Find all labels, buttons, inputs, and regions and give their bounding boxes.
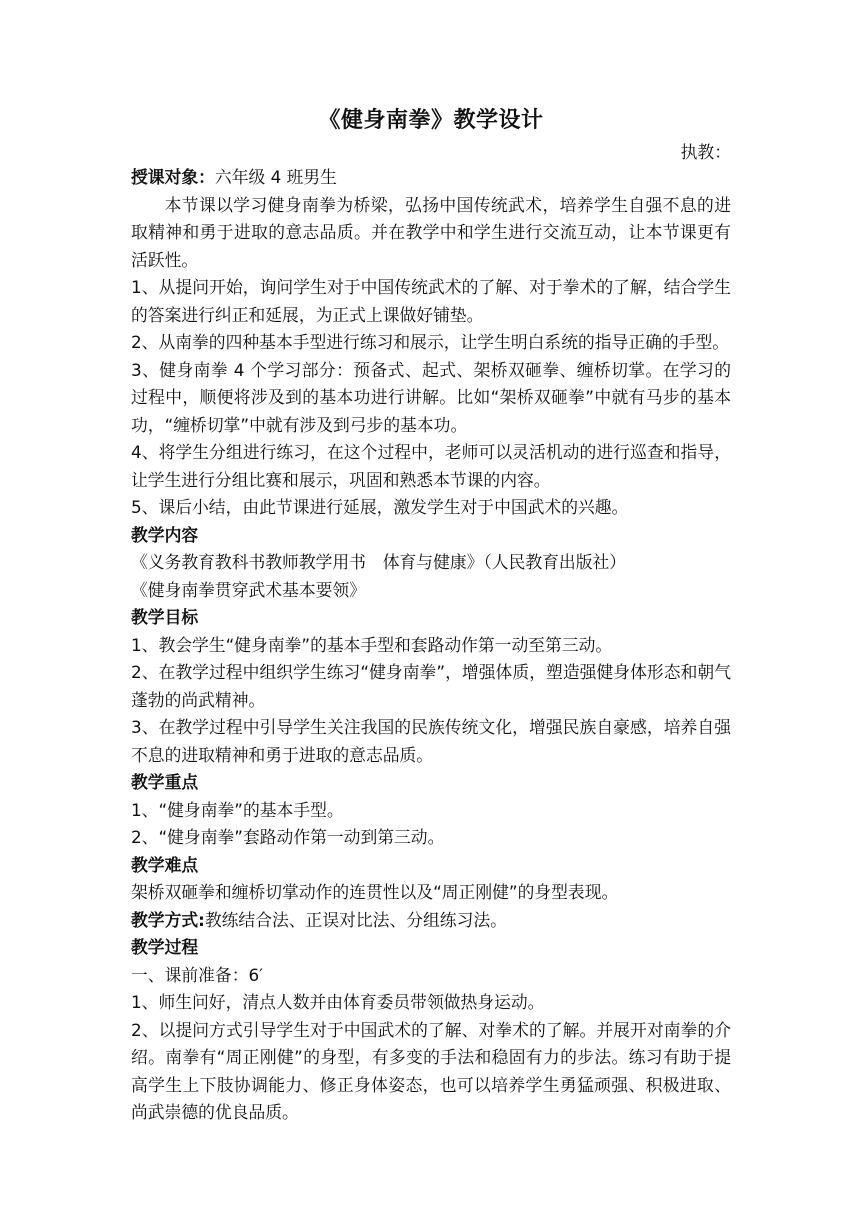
teacher-label: 执教：	[680, 142, 731, 162]
content-line: 《健身南拳贯穿武术基本要领》	[131, 579, 366, 600]
section-heading-process: 教学过程	[131, 937, 199, 957]
section-heading-key: 教学重点	[131, 772, 199, 792]
audience-line	[131, 164, 731, 192]
method-label: 教学方式:	[131, 909, 205, 930]
intro-point: 5、课后小结，由此节课进行延展，激发学生对于中国武术的兴趣。	[131, 497, 629, 517]
content-line: 《义务教育教科书教师教学用书 体育与健康》（人民教育出版社）	[131, 552, 627, 572]
process-line: 一、课前准备：6′	[131, 964, 263, 985]
audience-label: 授课对象：	[131, 167, 215, 187]
key-point: 2、“健身南拳”套路动作第一动到第三动。	[131, 827, 445, 847]
section-heading-content: 教学内容	[131, 524, 199, 545]
method-value: 教练结合法、正误对比法、分组练习法。	[204, 909, 507, 930]
section-heading-difficulty: 教学难点	[131, 854, 199, 875]
audience-value: 六年级 4 班男生	[214, 167, 337, 187]
process-line: 1、师生问好，清点人数并由体育委员带领做热身运动。	[131, 992, 545, 1012]
intro-point: 4、将学生分组进行练习，在这个过程中，老师可以灵活机动的进行巡查和指导，让学生进行分组比赛和展示，巩固和熟悉本节课的内容。	[131, 442, 731, 490]
intro-point: 2、从南拳的四种基本手型进行练习和展示，让学生明白系统的指导正确的手型。	[131, 332, 730, 352]
goal-item: 3、在教学过程中引导学生关注我国的民族传统文化，增强民族自豪感，培养自强不息的进取精神和勇于进取的意志品质。	[131, 717, 731, 765]
document-body	[131, 104, 731, 1127]
intro-point: 3、健身南拳 4 个学习部分：预备式、起式、架桥双砸拳、缠桥切掌。在学习的过程中，顺便将涉及到的基本功进行讲解。比如“架桥双砸拳”中就有马步的基本功，“缠桥切掌”中就有涉及到弓步的基本功。	[131, 359, 731, 435]
goal-item: 2、在教学过程中组织学生练习“健身南拳”，增强体质，塑造强健身体形态和朝气蓬勃的尚武精神。	[131, 662, 731, 710]
difficulty-text: 架桥双砸拳和缠桥切掌动作的连贯性以及“周正刚健”的身型表现。	[131, 882, 619, 902]
section-heading-goals: 教学目标	[131, 607, 199, 627]
key-point: 1、“健身南拳”的基本手型。	[131, 799, 344, 820]
intro-paragraph: 本节课以学习健身南拳为桥梁，弘扬中国传统武术，培养学生自强不息的进取精神和勇于进取的意志品质。并在教学中和学生进行交流互动，让本节课更有活跃性。	[131, 194, 731, 270]
intro-point: 1、从提问开始，询问学生对于中国传统武术的了解、对于拳术的了解，结合学生的答案进行纠正和延展，为正式上课做好铺垫。	[131, 277, 731, 325]
method-line	[131, 907, 731, 935]
process-line: 2、以提问方式引导学生对于中国武术的了解、对拳术的了解。并展开对南拳的介绍。南拳有“周正刚健”的身型，有多变的手法和稳固有力的步法。练习有助于提高学生上下肢协调能力、修正身体姿态，也可以培养学生勇猛顽强、积极进取、尚武崇德的优良品质。	[131, 1019, 731, 1122]
document-title: 《健身南拳》教学设计	[318, 108, 544, 133]
goal-item: 1、教会学生“健身南拳”的基本手型和套路动作第一动至第三动。	[131, 634, 613, 655]
